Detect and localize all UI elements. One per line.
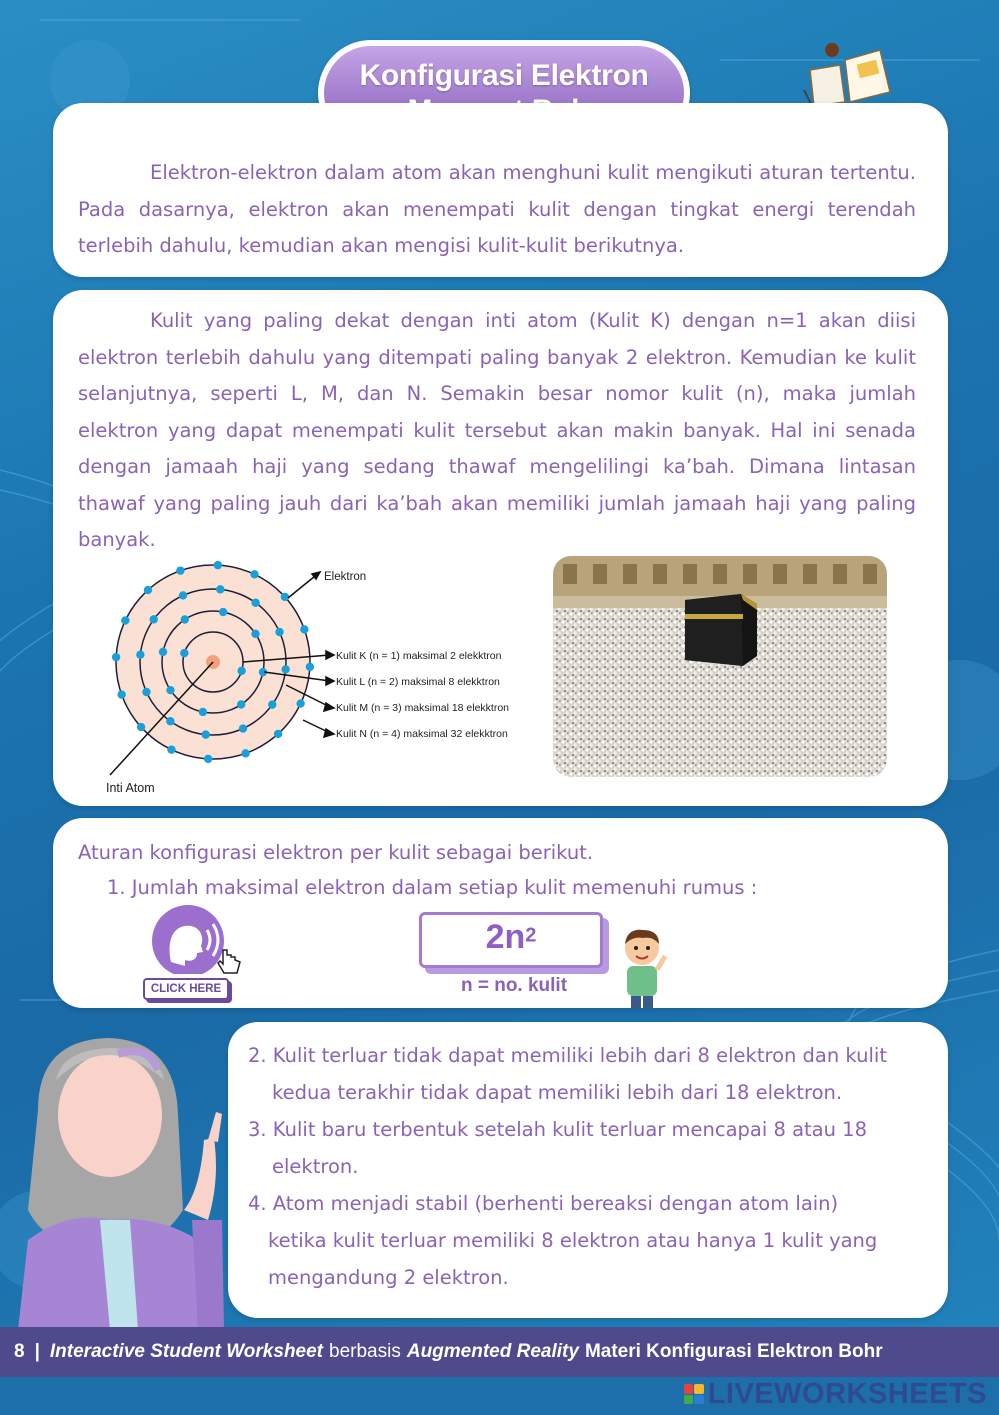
electron-dot	[202, 730, 210, 738]
electron-dot	[112, 653, 120, 661]
electron-dot	[239, 724, 247, 732]
rule-4-line-2: ketika kulit terluar memiliki 8 elektron atau hanya 1 kulit yang	[268, 1229, 878, 1252]
electron-dot	[144, 586, 152, 594]
electron-dot	[250, 570, 258, 578]
bohr-atom-diagram	[98, 560, 538, 800]
electron-dot	[268, 700, 276, 708]
electron-dot	[137, 723, 145, 731]
electron-dot	[306, 663, 314, 671]
page-number: 8	[14, 1341, 25, 1362]
electron-dot	[136, 651, 144, 659]
click-here-label[interactable]: CLICK HERE	[143, 978, 229, 1000]
footer-separator: |	[34, 1341, 40, 1362]
liveworksheets-badge-icon	[684, 1384, 704, 1404]
electron-dot	[159, 648, 167, 656]
hand-pointer-icon	[215, 946, 245, 976]
electron-dot	[237, 667, 245, 675]
electron-dot	[180, 649, 188, 657]
formula-base: 2n	[485, 918, 526, 956]
electron-dot	[142, 688, 150, 696]
formula-note: n = no. kulit	[460, 975, 568, 996]
electron-dot	[241, 749, 249, 757]
electron-dot	[179, 591, 187, 599]
electron-dot	[176, 566, 184, 574]
rule-2-line-1: 2. Kulit terluar tidak dapat memiliki lebih dari 8 elektron dan kulit	[248, 1044, 887, 1067]
formula-box	[419, 912, 603, 968]
rules-card	[228, 1022, 948, 1318]
label-kulit-k: Kulit K (n = 1) maksimal 2 elekktron	[336, 650, 502, 662]
brand-text: LIVEWORKSHEETS	[707, 1377, 987, 1410]
electron-dot	[181, 615, 189, 623]
analogy-card	[53, 290, 948, 806]
electron-dot	[251, 599, 259, 607]
electron-dot	[214, 561, 222, 569]
label-kulit-l: Kulit L (n = 2) maksimal 8 elekktron	[336, 676, 500, 688]
rule-3-line-2: elektron.	[272, 1155, 359, 1178]
label-inti-atom: Inti Atom	[106, 781, 155, 795]
analogy-paragraph: Kulit yang paling dekat dengan inti atom (Kulit K) dengan n=1 akan diisi elektron terlebih dahulu yang ditempati paling banyak 2 elektron. Kemudian ke kulit selanjutnya, seperti L, M, dan N. Semakin besar nomor kulit (n), maka jumlah elektron yang dapat menempati kulit tersebut akan makin banyak. Hal ini senada dengan jamaah haji yang sedang thawaf mengelilingi ka’bah. Dimana lintasan thawaf yang paling jauh dari ka’bah akan memiliki jumlah jamaah haji yang paling banyak.	[78, 309, 916, 551]
kaaba-photo	[553, 556, 887, 777]
footer-italic-2: Augmented Reality	[406, 1341, 579, 1362]
liveworksheets-logo[interactable]	[684, 1376, 987, 1412]
electron-dot	[275, 628, 283, 636]
boy-character	[613, 926, 671, 1008]
electron-dot	[274, 730, 282, 738]
rule-1: 1. Jumlah maksimal elektron dalam setiap kulit memenuhi rumus :	[107, 876, 758, 899]
rule-4-line-3: mengandung 2 elektron.	[268, 1266, 509, 1289]
electron-dot	[166, 686, 174, 694]
electron-dot	[219, 608, 227, 616]
label-elektron: Elektron	[324, 571, 367, 583]
electron-dot	[251, 630, 259, 638]
electron-dot	[167, 745, 175, 753]
book-icon	[800, 40, 895, 110]
intro-card	[53, 103, 948, 277]
title-line-1: Konfigurasi Elektron	[359, 59, 649, 92]
label-kulit-n: Kulit N (n = 4) maksimal 32 elekktron	[336, 728, 508, 740]
intro-paragraph: Elektron-elektron dalam atom akan menghuni kulit mengikuti aturan tertentu. Pada dasarnya, elektron akan menempati kulit dengan tingkat energi terendah terlebih dahulu, kemudian akan mengisi kulit-kulit berikutnya.	[78, 161, 916, 257]
electron-dot	[237, 700, 245, 708]
electron-dot	[117, 690, 125, 698]
electron-dot	[166, 717, 174, 725]
footer-bar	[0, 1327, 999, 1377]
electron-dot	[150, 615, 158, 623]
rules-intro: Aturan konfigurasi elektron per kulit sebagai berikut.	[78, 841, 594, 864]
girl-character	[8, 1020, 238, 1330]
rule1-card	[53, 818, 948, 1008]
electron-dot	[281, 665, 289, 673]
footer-text-2: Materi Konfigurasi Elektron Bohr	[584, 1341, 883, 1362]
electron-dot	[296, 699, 304, 707]
audio-click-button[interactable]	[141, 904, 251, 1004]
rule-3-line-1: 3. Kulit baru terbentuk setelah kulit terluar mencapai 8 atau 18	[248, 1118, 867, 1141]
electron-dot	[121, 616, 129, 624]
electron-dot	[281, 593, 289, 601]
electron-dot	[216, 585, 224, 593]
electron-dot	[300, 625, 308, 633]
label-kulit-m: Kulit M (n = 3) maksimal 18 elekktron	[336, 702, 510, 714]
electron-dot	[199, 708, 207, 716]
rule-2-line-2: kedua terakhir tidak dapat memiliki lebih dari 18 elektron.	[272, 1081, 843, 1104]
footer-text-1: berbasis	[329, 1341, 401, 1362]
electron-dot	[204, 755, 212, 763]
footer-italic-1: Interactive Student Worksheet	[49, 1341, 324, 1362]
formula-exponent: 2	[525, 924, 537, 947]
rule-4-line-1: 4. Atom menjadi stabil (berhenti bereaksi dengan atom lain)	[248, 1192, 839, 1215]
